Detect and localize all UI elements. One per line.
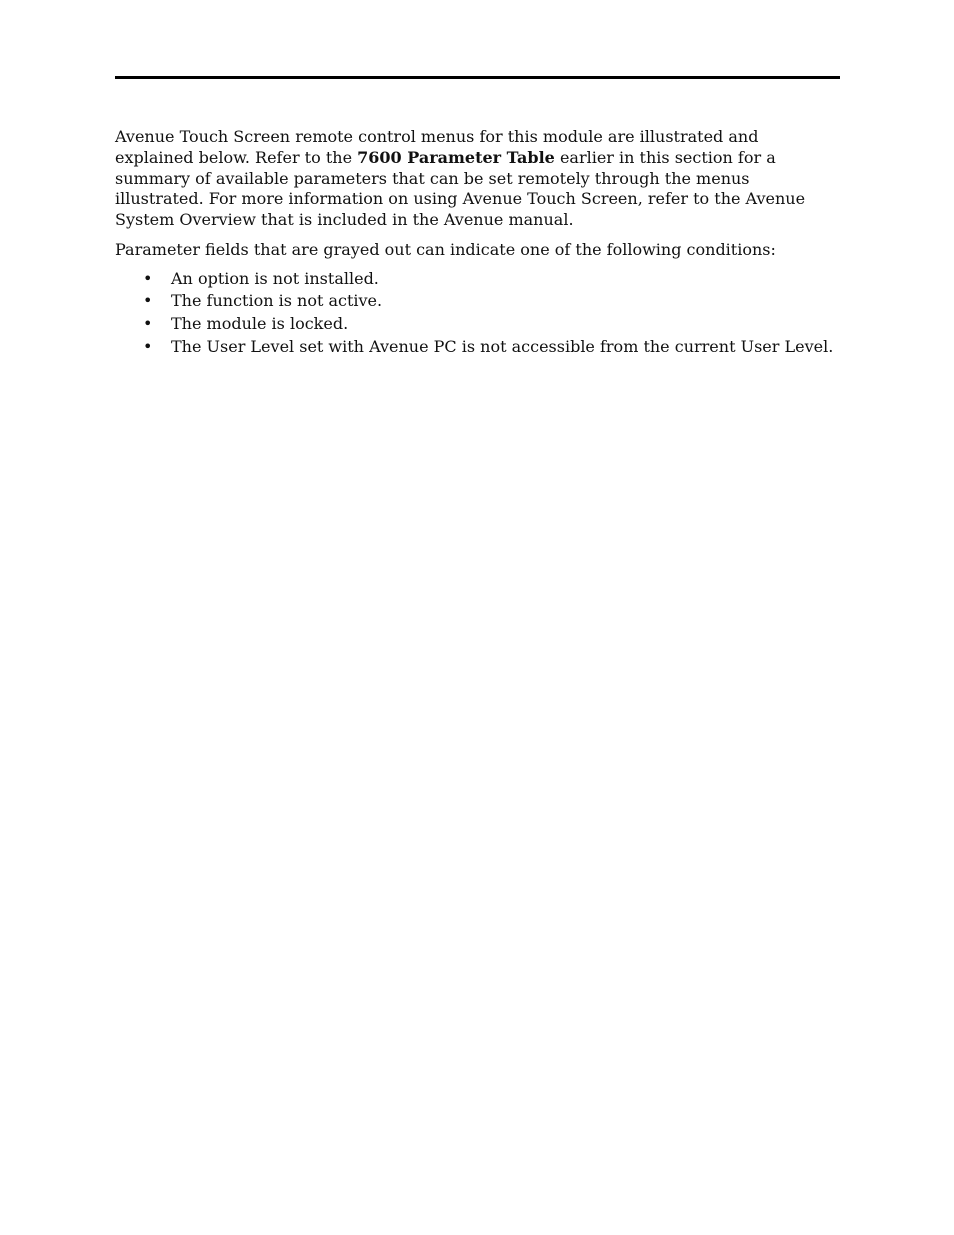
bullet-icon: •	[143, 268, 153, 288]
list-item	[115, 268, 840, 291]
bullet-icon: •	[143, 336, 153, 356]
conditions-intro-paragraph: Parameter fields that are grayed out can indicate one of the following conditions:	[115, 239, 776, 259]
list-item-text: The User Level set with Avenue PC is not accessible from the current User Level.	[171, 336, 834, 356]
list-item-text: The function is not active.	[171, 291, 383, 311]
intro-text-end: earlier in this section for a summary of available parameters that can be set remotely through the menus illustrated. For more information on using Avenue Touch Screen, refer to the Avenue System Overview that is included in the Avenue manual.	[115, 147, 806, 230]
list-item	[115, 290, 840, 313]
bullet-icon: •	[143, 291, 153, 311]
header-rule	[115, 76, 840, 79]
list-item	[115, 313, 840, 336]
bullet-icon: •	[143, 313, 153, 333]
intro-text-start: Avenue Touch Screen remote control menus for this module are illustrated and explained below. Refer to the	[115, 127, 759, 167]
list-item-text: The module is locked.	[171, 313, 349, 333]
list-item-text: An option is not installed.	[171, 268, 379, 288]
intro-paragraph	[115, 127, 840, 231]
parameter-table-reference: 7600 Parameter Table	[357, 147, 555, 167]
body-content	[115, 127, 840, 358]
conditions-list	[115, 268, 840, 358]
list-item	[115, 336, 840, 359]
